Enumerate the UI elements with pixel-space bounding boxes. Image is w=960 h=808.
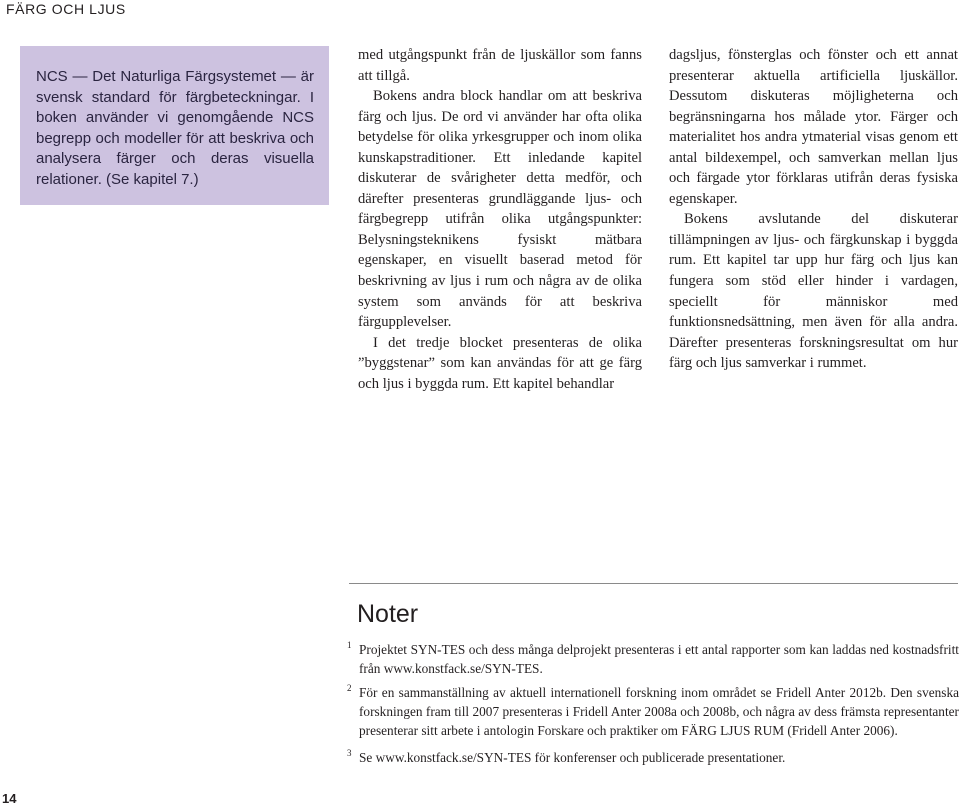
footnote-text: Projektet SYN-TES och dess många delprojekt presenteras i ett antal rapporter som kan laddas ned kostnadsfritt från www.konstfack.se/SYN-TES. [359, 642, 959, 677]
paragraph: dagsljus, fönsterglas och fönster och ett annat presenterar aktuella artificiella ljuskällor. Dessutom diskuteras möjligheterna och begränsningarna hos målade ytor. Färger och materialitet hos andra ytmaterial visas genom ett antal bildexempel, och samverkan mellan ljus och färgade ytor förklaras utifrån deras fysiska egenskaper. [669, 47, 958, 207]
page-number: 14 [2, 791, 17, 806]
footnote-text: Se www.konstfack.se/SYN-TES för konferenser och publicerade presentationer. [359, 750, 786, 765]
info-box [20, 46, 329, 205]
footnote-number: 3 [347, 748, 352, 758]
notes-heading: Noter [357, 600, 419, 628]
footnote-number: 1 [347, 640, 352, 650]
notes-divider [349, 583, 958, 584]
footnote-number: 2 [347, 683, 352, 693]
paragraph: Bokens avslutande del diskuterar tillämpningen av ljus- och färgkunskap i byggda rum. Ett kapitel tar upp hur färg och ljus kan fungera som stöd eller hinder i vardagen, speciellt för människor med funktionsnedsättning, men även för alla andra. Därefter presenteras forskningsresultat om hur färg och ljus samverkar i rummet. [669, 211, 958, 372]
footnote [347, 640, 959, 678]
paragraph: I det tredje blocket presenteras de olika ”byggstenar” som kan användas för att ge färg och ljus i byggda rum. Ett kapitel behandlar [358, 334, 642, 392]
running-header: FÄRG OCH LJUS [6, 1, 126, 17]
body-column-left [358, 45, 642, 394]
info-box-text: NCS — Det Naturliga Färgsystemet — är svensk standard för färgbeteckningar. I boken använder vi genomgående NCS begrepp och modeller för att beskriva och analysera färger och deras visuella relationer. (Se kapitel 7.) [36, 68, 314, 188]
paragraph: med utgångspunkt från de ljuskällor som fanns att tillgå. [358, 47, 642, 84]
body-column-right [669, 45, 958, 374]
paragraph: Bokens andra block handlar om att beskriva färg och ljus. De ord vi använder har ofta olika betydelse för olika yrkesgrupper och inom olika kunskapstraditioner. Ett inledande kapitel diskuterar de svårigheter detta medför, och därefter presenteras grundläggande ljus- och färgbegrepp utifrån olika utgångspunkter: Belysningsteknikens fysiskt mätbara egenskaper, en visuellt baserad metod för beskrivning av ljus i rum och några av de olika system som används för att beskriva färgupplevelser. [358, 88, 642, 331]
footnote [347, 683, 959, 741]
footnote [347, 748, 959, 767]
footnote-text: För en sammanställning av aktuell internationell forskning inom området se Fridell Anter 2012b. Den svenska forskningen fram till 2007 presenteras i Fridell Anter 2008a och 2008b, och några av dess främsta representanter presenterar sitt arbete i antologin Forskare och praktiker om FÄRG LJUS RUM (Fridell Anter 2006). [359, 685, 959, 739]
